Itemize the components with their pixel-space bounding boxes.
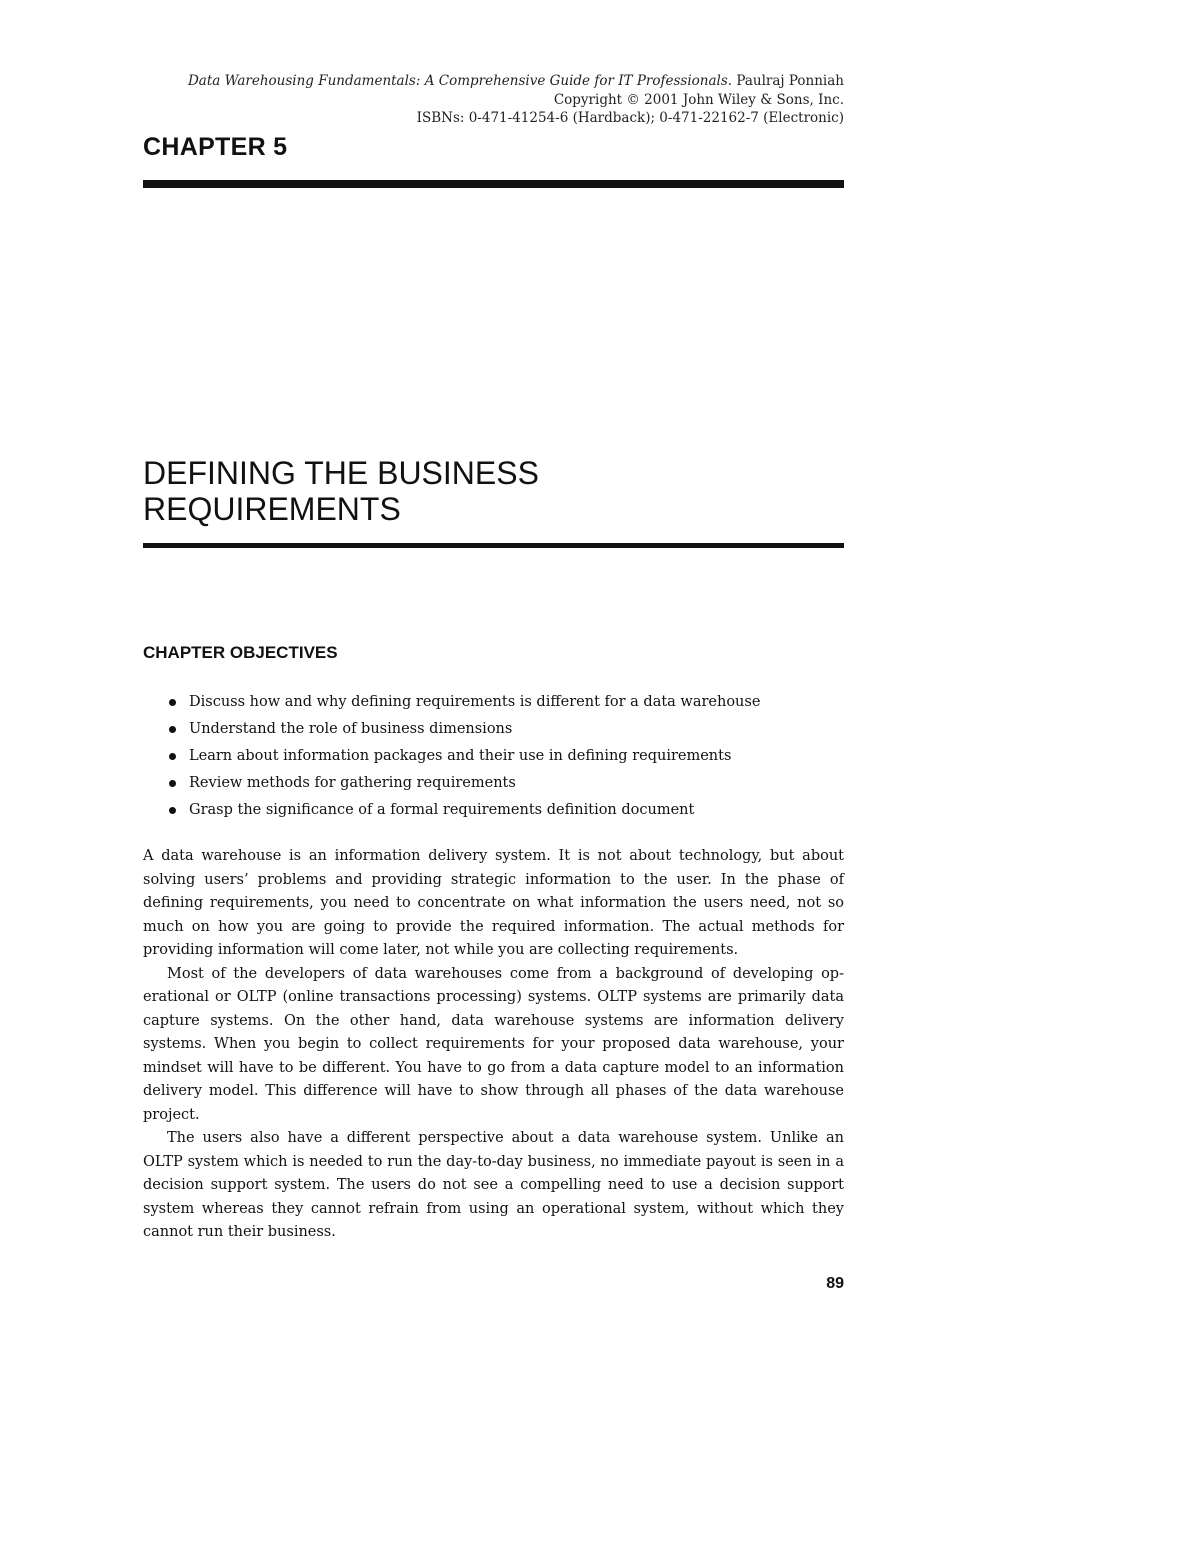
page-number: 89 xyxy=(826,1275,844,1292)
body-paragraph: The users also have a different perspective about a data warehouse system. Unlike an OLTP system which is needed to run the day-to-day business, no immediate payout is seen in a decision support system. The users do not see a compelling need to use a decision support system whereas they cannot refrain from using an operational system, without which they cannot run their business. xyxy=(143,1130,844,1240)
isbn-line: ISBNs: 0-471-41254-6 (Hardback); 0-471-22162-7 (Electronic) xyxy=(416,110,844,126)
book-page xyxy=(143,0,844,1553)
objective-item xyxy=(169,716,760,743)
body-paragraph: A data warehouse is an information delivery system. It is not about technology, but about solving users’ problems and providing strategic information to the user. In the phase of defining requirements, you need to concentrate on what information the users need, not so much on how you are going to provide the required information. The actual methods for providing information will come later, not while you are collecting requirements. xyxy=(143,848,844,958)
objective-text: Discuss how and why defining requirements is different for a data warehouse xyxy=(189,694,761,710)
header-citation-line xyxy=(188,72,844,91)
chapter-title-line-2: REQUIREMENTS xyxy=(143,491,401,527)
bullet-icon xyxy=(169,753,176,760)
body-paragraph: Most of the developers of data warehouses come from a background of developing operational or OLTP (online transactions processing) systems. OLTP systems are primarily data capture systems. On the other hand, data warehouse systems are information delivery systems. When you begin to collect requirements for your proposed data warehouse, your mindset will have to be different. You have to go from a data capture model to an information delivery model. This difference will have to show through all phases of the data warehouse project. xyxy=(143,965,844,1123)
bullet-icon xyxy=(169,807,176,814)
copyright-line: Copyright © 2001 John Wiley & Sons, Inc. xyxy=(553,91,844,108)
objective-item xyxy=(169,770,760,797)
bullet-icon xyxy=(169,726,176,733)
objective-item xyxy=(169,743,760,770)
bullet-icon xyxy=(169,780,176,787)
bullet-icon xyxy=(169,699,176,706)
objectives-list xyxy=(169,689,760,824)
title-divider xyxy=(143,543,844,548)
objective-item xyxy=(169,797,760,824)
chapter-label: CHAPTER 5 xyxy=(143,133,288,161)
objectives-heading: CHAPTER OBJECTIVES xyxy=(143,643,338,662)
objective-text: Learn about information packages and their use in defining requirements xyxy=(189,748,732,764)
body-text xyxy=(143,845,844,1245)
objective-text: Grasp the significance of a formal requirements definition document xyxy=(189,802,695,818)
objective-item xyxy=(169,689,760,716)
chapter-title-line-1: DEFINING THE BUSINESS xyxy=(143,455,539,491)
top-divider xyxy=(143,180,844,188)
book-title: Data Warehousing Fundamentals: A Comprehensive Guide for IT Professionals. xyxy=(187,73,733,89)
objective-text: Review methods for gathering requirements xyxy=(189,775,516,791)
chapter-title xyxy=(143,455,844,527)
running-header xyxy=(188,72,844,128)
author-name: Paulraj Ponniah xyxy=(736,73,844,89)
objective-text: Understand the role of business dimensions xyxy=(189,721,513,737)
